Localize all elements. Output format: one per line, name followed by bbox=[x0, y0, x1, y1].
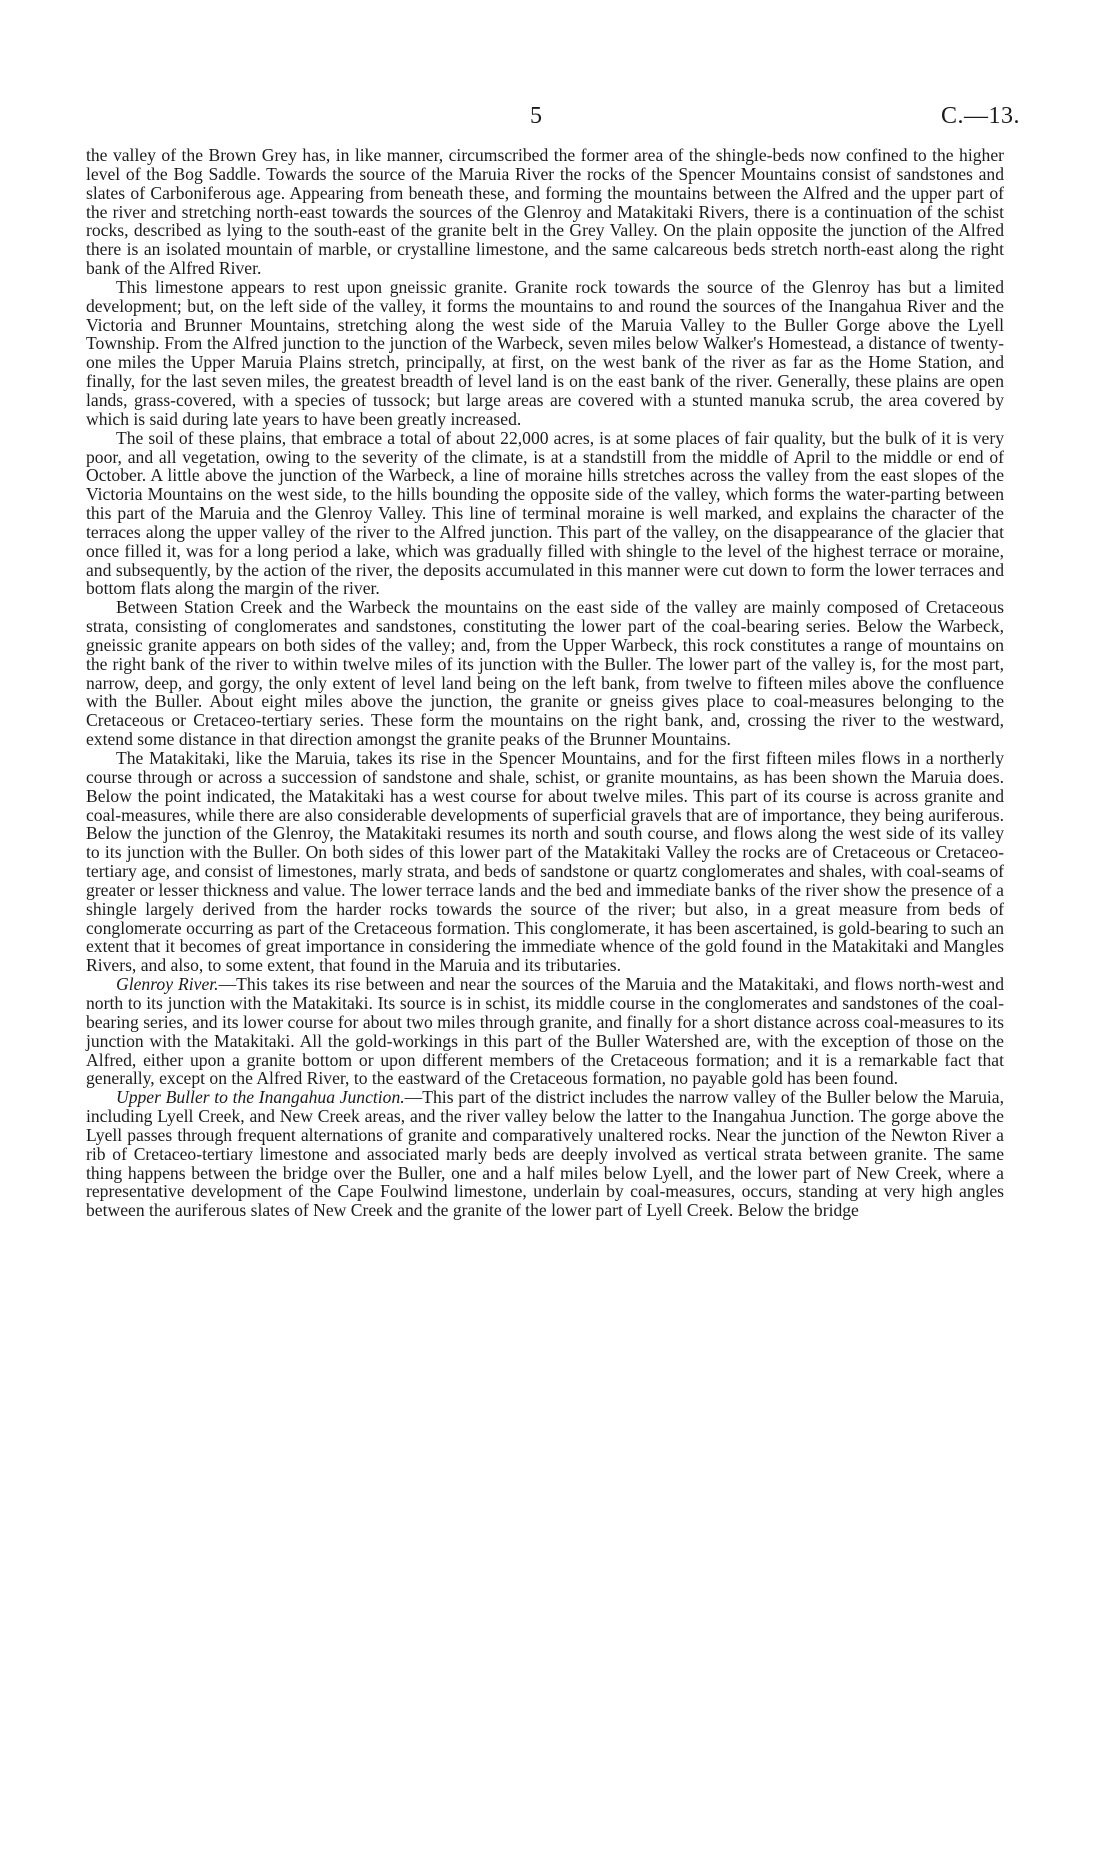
paragraph-limestone: This limestone appears to rest upon gneissic granite. Granite rock towards the source of the Glenroy has but a limited development; but, on the left side of the valley, it forms the mountains to and round the sources of the Inangahua River and the Victoria and Brunner Mountains, stretching along the west side of the Maruia Valley to the Buller Gorge above the Lyell Township. From the Alfred junction to the junction of the Warbeck, seven miles below Walker's Homestead, a distance of twenty-one miles the Upper Maruia Plains stretch, principally, at first, on the west bank of the river as far as the Home Station, and finally, for the last seven miles, the greatest breadth of level land is on the east bank of the river. Generally, these plains are open lands, grass-covered, with a species of tussock; but large areas are covered with a stunted manuka scrub, the area covered by which is said during late years to have been greatly increased. bbox=[86, 276, 1004, 429]
paragraph-station-creek: Between Station Creek and the Warbeck the mountains on the east side of the valley are mainly composed of Cretaceous strata, consisting of conglomerates and sandstones, constituting the lower part of the coal-bearing series. Below the Warbeck, gneissic granite appears on both sides of the valley; and, from the Upper Warbeck, this rock constitutes a range of mountains on the right bank of the river to within twelve miles of its junction with the Buller. The lower part of the valley is, for the most part, narrow, deep, and gorgy, the only extent of level land being on the left bank, from twelve to fifteen miles above the confluence with the Buller. About eight miles above the junction, the granite or gneiss gives place to coal-measures belonging to the Cretaceous or Cretaceo-tertiary series. These form the mountains on the right bank, and, crossing the river to the westward, extend some distance in that direction amongst the granite peaks of the Brunner Mountains. bbox=[86, 597, 1004, 750]
page-header bbox=[0, 103, 1114, 133]
paragraph-matakitaki: The Matakitaki, like the Maruia, takes its rise in the Spencer Mountains, and for the first fifteen miles flows in a northerly course through or across a succession of sandstone and shale, schist, or granite mountains, as has been shown the Maruia does. Below the point indicated, the Matakitaki has a west course for about twelve miles. This part of its course is across granite and coal-measures, while there are also considerable developments of superficial gravels that are of importance, they being auriferous. Below the junction of the Glenroy, the Matakitaki resumes its north and south course, and flows along the west side of its valley to its junction with the Buller. On both sides of this lower part of the Matakitaki Valley the rocks are of Cretaceous or Cretaceo-tertiary age, and consist of limestones, marly strata, and beds of sandstone or quartz conglomerates and shales, with coal-seams of greater or lesser thickness and value. The lower terrace lands and the bed and immediate banks of the river show the presence of a shingle largely derived from the harder rocks towards the source of the river; but also, in a great measure from beds of conglomerate occurring as part of the Cretaceous formation. This conglomerate, it has been ascertained, is gold-bearing to such an extent that it becomes of great importance in considering the immediate whence of the gold found in the Matakitaki and Mangles Rivers, and also, to some extent, that found in the Maruia and its tributaries. bbox=[86, 748, 1004, 976]
text-glenroy-river: —This takes its rise between and near the sources of the Maruia and the Matakitaki, and flows north-west and north to its junction with the Matakitaki. Its source is in schist, its middle course in the conglomerates and sandstones of the coal-bearing series, and its lower course for about two miles through granite, and finally for a short distance across coal-measures to its junction with the Matakitaki. All the gold-workings in this part of the Buller Watershed are, with the exception of those on the Alfred, either upon a granite bottom or upon different members of the Cretaceous formation; and it is a remarkable fact that generally, except on the Alfred River, to the eastward of the Cretaceous formation, no payable gold has been found. bbox=[86, 974, 1004, 1089]
heading-glenroy-river: Glenroy River. bbox=[116, 974, 219, 995]
page-number: 5 bbox=[530, 103, 542, 129]
text-upper-buller: —This part of the district includes the narrow valley of the Buller below the Maruia, including Lyell Creek, and New Creek areas, and the river valley below the latter to the Inangahua Junction. The gorge above the Lyell passes through frequent alternations of granite and comparatively unaltered rocks. Near the junction of the Newton River a rib of Cretaceo-tertiary limestone and associated marly beds are deeply involved as vertical strata between granite. The same thing happens between the bridge over the Buller, one and a half miles below Lyell, and the lower part of New Creek, where a representative development of the Cape Foulwind limestone, underlain by coal-measures, occurs, standing at very high angles between the auriferous slates of New Creek and the granite of the lower part of Lyell Creek. Below the bridge bbox=[86, 1087, 1005, 1221]
paragraph-soil: The soil of these plains, that embrace a total of about 22,000 acres, is at some places of fair quality, but the bulk of it is very poor, and all vegetation, owing to the severity of the climate, is at a standstill from the middle of April to the middle or end of October. A little above the junction of the Warbeck, a line of moraine hills stretches across the valley from the east slopes of the Victoria Mountains on the west side, to the hills bounding the opposite side of the valley, which forms the water-parting between this part of the Maruia and the Glenroy Valley. This line of terminal moraine is well marked, and explains the character of the terraces along the upper valley of the river to the Alfred junction. This part of the valley, on the disappearance of the glacier that once filled it, was for a long period a lake, which was gradually filled with shingle to the level of the highest terrace or moraine, and subsequently, by the action of the river, the deposits accumulated in this manner were cut down to form the lower terraces and bottom flats along the margin of the river. bbox=[86, 427, 1004, 599]
heading-upper-buller: Upper Buller to the Inangahua Junction. bbox=[116, 1087, 405, 1108]
body-text bbox=[86, 146, 1004, 1220]
paragraph-upper-buller bbox=[86, 1088, 1004, 1220]
document-reference: C.—13. bbox=[940, 103, 1020, 129]
paragraph-glenroy-river bbox=[86, 975, 1004, 1088]
paragraph-brown-grey: the valley of the Brown Grey has, in like manner, circumscribed the former area of the shingle-beds now confined to the higher level of the Bog Saddle. Towards the source of the Maruia River the rocks of the Spencer Mountains consist of sandstones and slates of Carboniferous age. Appearing from beneath these, and forming the mountains between the Alfred and the upper part of the river and stretching north-east towards the sources of the Glenroy and Matakitaki Rivers, there is a continuation of the schist rocks, described as lying to the south-east of the granite belt in the Grey Valley. On the plain opposite the junction of the Alfred there is an isolated mountain of marble, or crystalline limestone, and the same calcareous beds stretch north-east along the right bank of the Alfred River. bbox=[86, 145, 1004, 279]
